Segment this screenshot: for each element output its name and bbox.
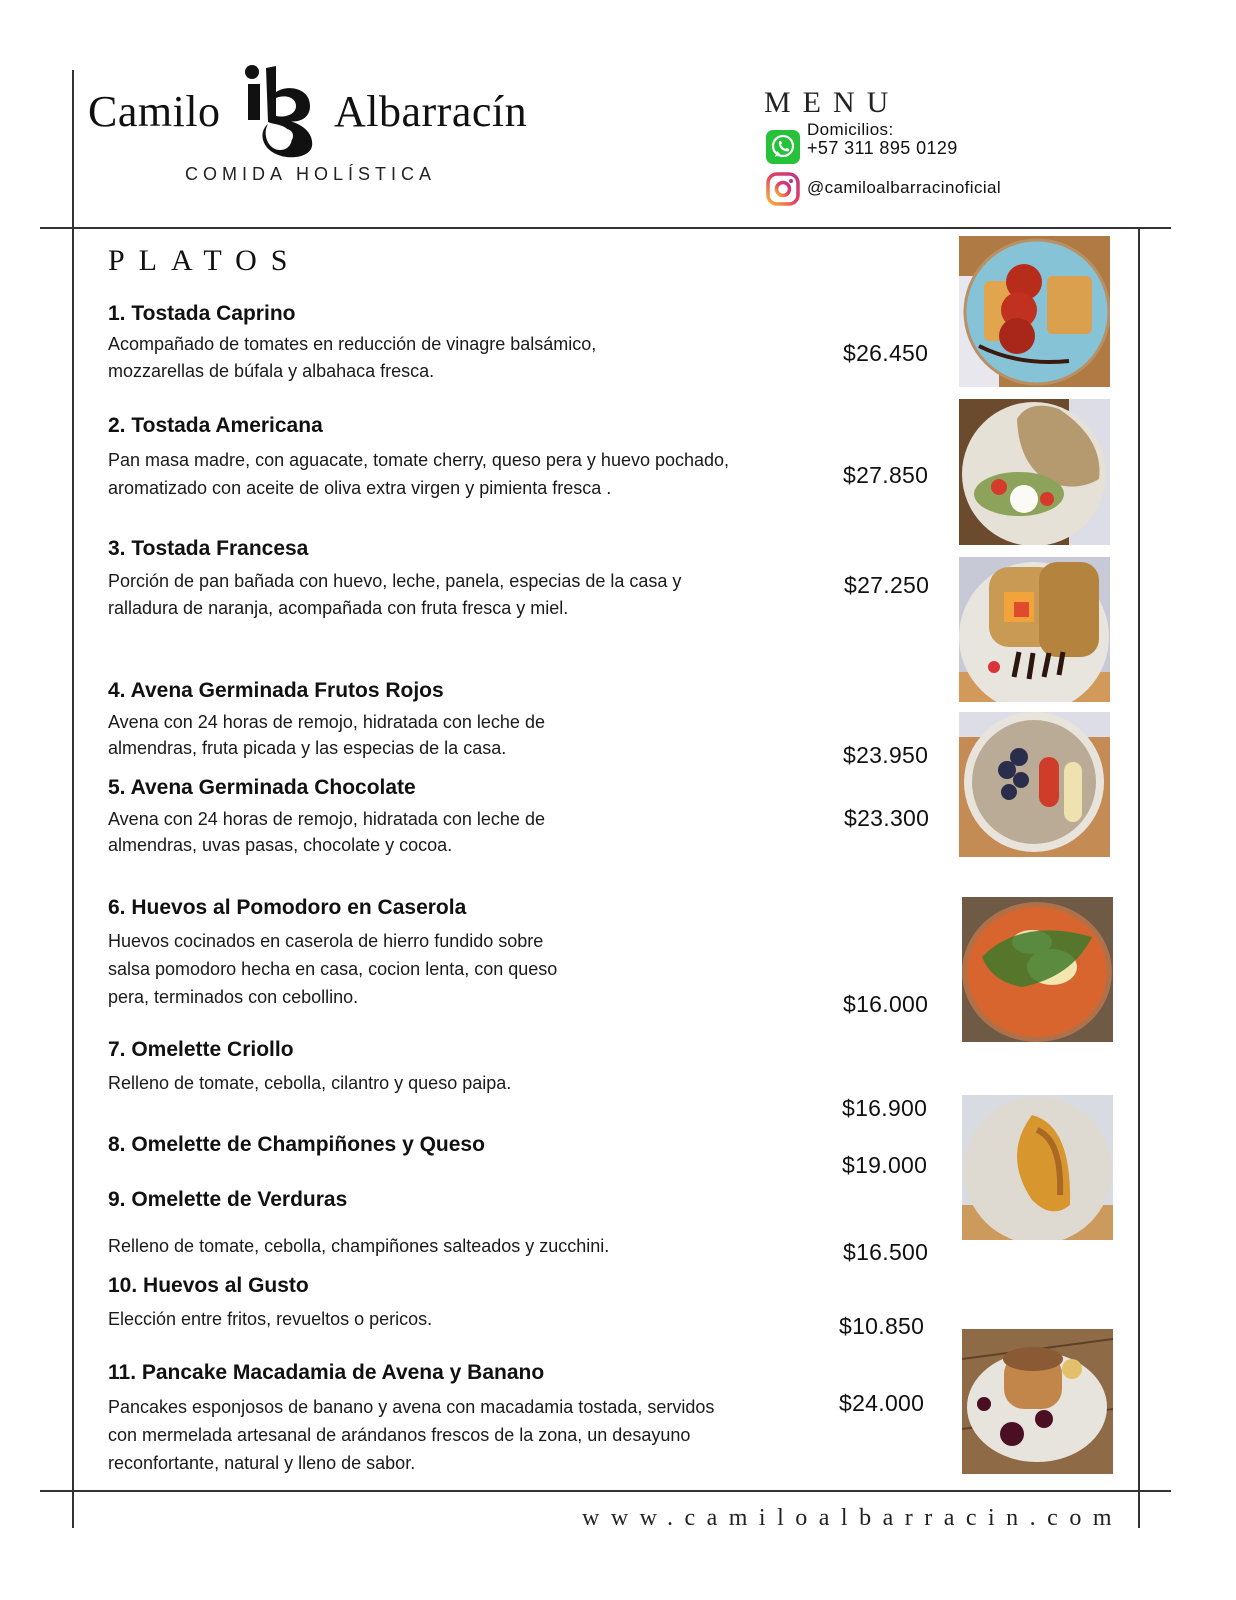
instagram-icon <box>766 172 800 206</box>
item-description: Acompañado de tomates en reducción de vinagre balsámico, mozzarellas de búfala y albahaca fresca. <box>108 334 597 381</box>
item-price: $16.500 <box>843 1239 929 1265</box>
tostada-francesa-photo <box>959 557 1110 702</box>
huevos-pomodoro-photo <box>962 897 1113 1042</box>
brand-tagline: COMIDA HOLÍSTICA <box>185 164 437 184</box>
monogram-icon <box>238 62 316 158</box>
item-name: 9. Omelette de Verduras <box>108 1188 348 1211</box>
instagram-handle[interactable]: @camiloalbarracinoficial <box>807 178 1002 197</box>
item-name: 1. Tostada Caprino <box>108 302 296 325</box>
item-name: 10. Huevos al Gusto <box>108 1274 309 1297</box>
item-description: Elección entre fritos, revueltos o pericos. <box>108 1309 433 1329</box>
item-name: 3. Tostada Francesa <box>108 537 309 560</box>
omelette-photo <box>962 1095 1113 1240</box>
item-description: Avena con 24 horas de remojo, hidratada con leche de almendras, fruta picada y las especias de la casa. <box>108 712 545 758</box>
item-name: 2. Tostada Americana <box>108 414 323 437</box>
item-description: Huevos cocinados en caserola de hierro fundido sobre salsa pomodoro hecha en casa, cocion lenta, con queso pera, terminados con cebollino. <box>108 931 558 1007</box>
frame-bottom-line <box>40 1490 1171 1492</box>
item-description: Avena con 24 horas de remojo, hidratada con leche de almendras, uvas pasas, chocolate y cocoa. <box>108 809 545 855</box>
item-price: $19.000 <box>842 1152 928 1178</box>
item-price: $23.950 <box>843 742 929 768</box>
item-name: 11. Pancake Macadamia de Avena y Banano <box>108 1361 545 1384</box>
avena-germinada-photo <box>959 712 1110 857</box>
item-description: Porción de pan bañada con huevo, leche, panela, especias de la casa y ralladura de naranja, acompañada con fruta fresca y miel. <box>108 571 682 618</box>
frame-left-line <box>72 70 74 1528</box>
item-name: 8. Omelette de Champiñones y Queso <box>108 1133 485 1156</box>
phone-number[interactable]: +57 311 895 0129 <box>807 138 958 158</box>
frame-top-line <box>40 227 1171 229</box>
frame-right-line <box>1138 227 1140 1528</box>
pancake-photo <box>962 1329 1113 1474</box>
item-price: $27.850 <box>843 462 929 488</box>
item-name: 5. Avena Germinada Chocolate <box>108 776 416 799</box>
item-description: Pancakes esponjosos de banano y avena con macadamia tostada, servidos con mermelada artesanal de arándanos frescos de la zona, un desayuno reconfortante, natural y lleno de sabor. <box>108 1397 715 1473</box>
item-price: $24.000 <box>839 1390 925 1416</box>
item-name: 6. Huevos al Pomodoro en Caserola <box>108 896 467 919</box>
item-price: $10.850 <box>839 1313 925 1339</box>
item-price: $26.450 <box>843 340 929 366</box>
tostada-americana-photo <box>959 399 1110 545</box>
tostada-caprino-photo <box>959 236 1110 387</box>
item-description: Relleno de tomate, cebolla, cilantro y queso paipa. <box>108 1073 512 1093</box>
brand-first-name: Camilo <box>88 87 221 136</box>
item-price: $23.300 <box>844 805 930 831</box>
section-title-platos: PLATOS <box>108 244 302 277</box>
whatsapp-icon <box>766 130 800 164</box>
delivery-label: Domicilios: <box>807 120 894 139</box>
menu-title: MENU <box>764 86 901 119</box>
item-price: $16.000 <box>843 991 929 1017</box>
item-name: 4. Avena Germinada Frutos Rojos <box>108 679 444 702</box>
footer-website-link[interactable]: www.camiloalbarracin.com <box>582 1505 1123 1531</box>
item-description: Relleno de tomate, cebolla, champiñones salteados y zucchini. <box>108 1236 610 1256</box>
item-description: Pan masa madre, con aguacate, tomate cherry, queso pera y huevo pochado, aromatizado con aceite de oliva extra virgen y pimienta fresca . <box>108 450 730 498</box>
item-price: $27.250 <box>844 572 930 598</box>
item-price: $16.900 <box>842 1095 928 1121</box>
brand-last-name: Albarracín <box>334 87 528 136</box>
item-name: 7. Omelette Criollo <box>108 1038 294 1061</box>
